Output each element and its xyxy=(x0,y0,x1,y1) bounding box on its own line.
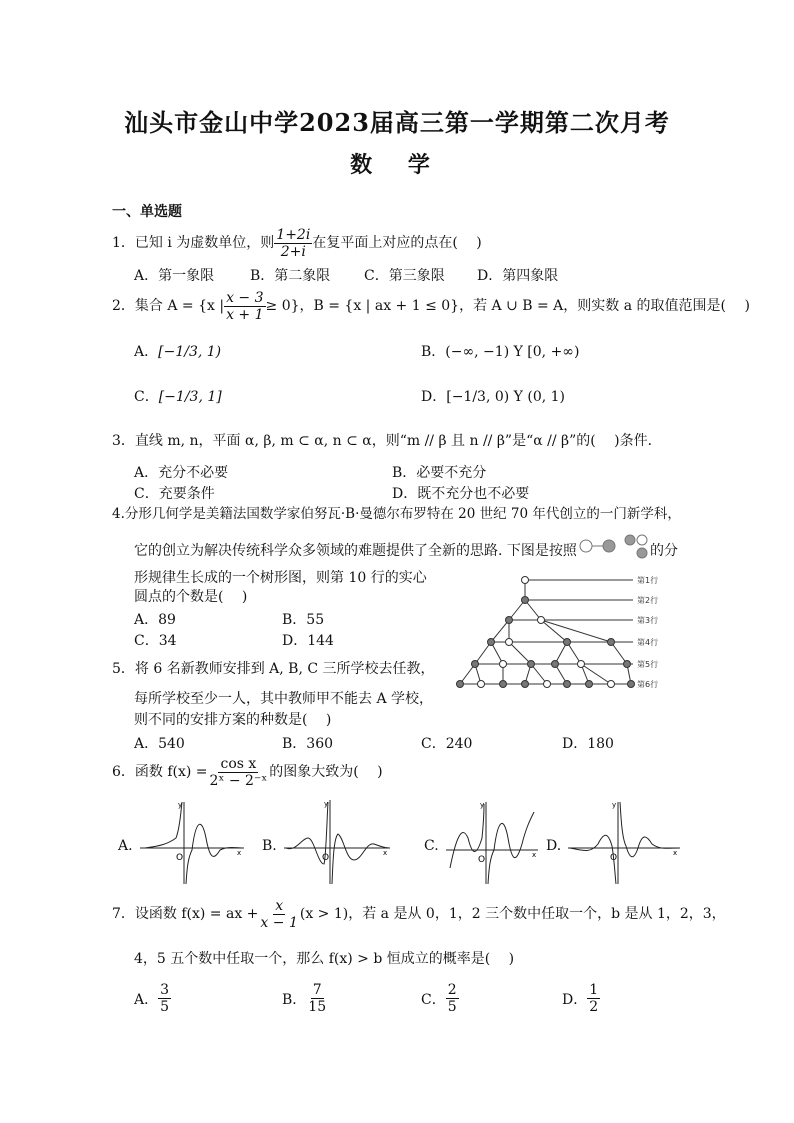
q6-frac-den: 2ˣ − 2⁻ˣ xyxy=(209,772,268,789)
q6-fraction xyxy=(208,756,270,789)
q6-graph-label-c: C. xyxy=(424,838,439,854)
q7-prefix: 7．设函数 f(x) = ax + xyxy=(112,906,259,922)
q7-option-c-label: C． xyxy=(421,991,446,1008)
tree-nodes xyxy=(457,577,635,688)
q6-prefix: 6．函数 f(x) = xyxy=(112,764,208,780)
graph-b-x-label: x xyxy=(383,849,388,857)
fractal-tree-figure xyxy=(455,570,687,695)
q7-option-d xyxy=(562,982,600,1015)
q1-prefix: 1．已知 i 为虚数单位，则 xyxy=(112,235,275,251)
q5-option-b: B．360 xyxy=(282,736,334,752)
q6-graph-a xyxy=(140,798,250,886)
q4-option-d: D．144 xyxy=(282,633,334,649)
q4-option-a: A．89 xyxy=(134,612,176,628)
q2-option-d xyxy=(421,386,565,406)
q7-option-b-num: 7 xyxy=(312,982,322,998)
question-7-stem xyxy=(112,896,726,932)
q3-option-c: C．充要条件 xyxy=(134,486,215,502)
row-label-6: 第6行 xyxy=(637,680,659,689)
q7-option-a xyxy=(134,982,171,1015)
graph-d-x-label: x xyxy=(673,849,678,857)
q2-option-c xyxy=(134,386,222,406)
q2-option-b xyxy=(421,341,579,361)
q7-option-a-num: 3 xyxy=(160,982,170,998)
q6-graph-label-a: A. xyxy=(118,838,133,854)
q1-frac-num: 1+2i xyxy=(276,226,311,243)
q2-option-a xyxy=(134,341,221,361)
q2-prefix: 2．集合 A = {x | xyxy=(112,298,225,314)
q3-option-d: D．既不充分也不必要 xyxy=(392,486,530,502)
question-4-line-2: 它的创立为解决传统科学众多领域的难题提供了全新的思路. 下图是按照 xyxy=(134,543,577,559)
graph-b-origin: O xyxy=(322,853,330,863)
q7-option-d-label: D． xyxy=(562,991,588,1008)
q7-fraction xyxy=(258,898,299,931)
graph-a-curve-left xyxy=(145,802,182,848)
q2-option-b-value: (−∞, −1) Y [0, +∞) xyxy=(445,344,580,360)
row-label-3: 第3行 xyxy=(637,616,659,625)
q7-option-d-frac xyxy=(587,982,600,1015)
q7-option-c-frac xyxy=(446,982,459,1015)
subject-title: 数 学 xyxy=(350,152,444,178)
q7-option-a-den: 5 xyxy=(160,999,170,1015)
q2-fraction xyxy=(224,290,265,323)
tree-row-lines xyxy=(460,580,633,684)
row-label-1: 第1行 xyxy=(637,576,659,585)
q5-option-c: C．240 xyxy=(421,736,473,752)
rule-solid-dot xyxy=(603,540,615,552)
q1-suffix: 在复平面上对应的点在( ) xyxy=(312,235,482,251)
fractal-rule-icon xyxy=(578,534,650,560)
graph-c-y-label: y xyxy=(480,801,485,809)
q5-option-a: A．540 xyxy=(134,736,185,752)
q2-option-a-value: [−1/3, 1) xyxy=(158,344,222,360)
graph-b-y-label: y xyxy=(324,800,329,808)
graph-d-origin: O xyxy=(610,853,618,863)
question-4-line-2-end: 的分 xyxy=(650,543,678,559)
rule-branch-dot-3 xyxy=(637,548,647,558)
q6-graph-c xyxy=(446,798,542,886)
q2-option-c-label: C． xyxy=(134,389,159,405)
graph-a-origin: O xyxy=(176,853,184,863)
q3-option-a: A．充分不必要 xyxy=(134,465,229,481)
q1-option-b: B．第二象限 xyxy=(250,268,331,284)
q7-option-c-den: 5 xyxy=(447,999,457,1015)
q7-option-b-label: B． xyxy=(282,991,307,1008)
q7-option-c xyxy=(421,982,459,1015)
graph-d-y-label: y xyxy=(612,801,617,809)
q6-graph-label-b: B. xyxy=(262,838,277,854)
graph-c-x-label: x xyxy=(532,851,537,859)
q5-option-d: D．180 xyxy=(562,736,614,752)
q6-suffix: 的图象大致为( ) xyxy=(269,764,383,780)
question-2-stem xyxy=(112,288,750,324)
q6-graph-d xyxy=(568,798,684,886)
q2-frac-den: x + 1 xyxy=(226,306,264,323)
question-4-line-4: 圆点的个数是( ) xyxy=(134,589,248,605)
q2-frac-num: x − 3 xyxy=(226,289,264,306)
row-label-2: 第2行 xyxy=(637,596,659,605)
q2-option-d-label: D． xyxy=(421,389,447,405)
graph-c-origin: O xyxy=(478,855,486,865)
question-4-line-3: 形规律生长成的一个树形图，则第 10 行的实心 xyxy=(134,570,427,586)
rule-branch-dot-1 xyxy=(625,535,635,545)
q2-option-a-label: A． xyxy=(134,344,159,360)
question-5-line-2: 每所学校至少一人，其中教师甲不能去 A 学校， xyxy=(134,691,434,707)
graph-a-y-label: y xyxy=(178,801,183,809)
q7-option-b xyxy=(282,982,328,1015)
rule-hollow-dot xyxy=(580,540,592,552)
q4-option-b: B．55 xyxy=(282,612,325,628)
q1-option-a: A．第一象限 xyxy=(134,268,215,284)
q3-option-b: B．必要不充分 xyxy=(392,465,487,481)
question-1-stem xyxy=(112,226,482,260)
question-5-line-1: 5．将 6 名新教师安排到 A, B, C 三所学校去任教， xyxy=(112,661,435,677)
q7-mid: (x > 1)，若 a 是从 0，1，2 三个数中任取一个，b 是从 1，2，3， xyxy=(299,906,726,922)
q7-frac-den: x − 1 xyxy=(260,914,298,931)
q1-frac-den: 2+i xyxy=(280,243,306,260)
question-3-stem: 3．直线 m, n，平面 α, β, m ⊂ α, n ⊂ α，则“m // β 且 n // β”是“α // β”的( )条件． xyxy=(112,433,662,449)
q1-fraction xyxy=(274,227,312,260)
q1-option-d: D．第四象限 xyxy=(477,268,559,284)
graph-a-x-label: x xyxy=(237,849,242,857)
q7-option-a-label: A． xyxy=(134,991,159,1008)
q7-option-b-den: 15 xyxy=(308,999,327,1015)
rule-branch-dot-2 xyxy=(637,535,647,545)
graph-d-curve-right xyxy=(620,802,680,857)
graph-a-curve-right xyxy=(186,824,244,884)
question-4-line-1: 4.分形几何学是美籍法国数学家伯努瓦·B·曼德尔布罗特在 20 世纪 70 年代创立的一门新学科， xyxy=(112,506,681,522)
q7-option-d-den: 2 xyxy=(589,999,599,1015)
graph-b-curve-right xyxy=(332,834,390,884)
q4-option-c: C．34 xyxy=(134,633,177,649)
q2-option-c-value: [−1/3, 1] xyxy=(158,389,222,405)
row-label-5: 第5行 xyxy=(637,660,659,669)
q7-option-d-num: 1 xyxy=(589,982,599,998)
q6-graph-b xyxy=(284,798,396,886)
q2-option-d-value: [−1/3, 0) Y (0, 1) xyxy=(446,389,566,405)
q6-graph-label-d: D. xyxy=(546,838,562,854)
q1-option-c: C．第三象限 xyxy=(364,268,445,284)
row-label-4: 第4行 xyxy=(637,638,659,647)
exam-title: 汕头市金山中学2023届高三第一学期第二次月考 xyxy=(124,108,670,137)
q2-mid: ≥ 0}，B = {x | ax + 1 ≤ 0}，若 A ∪ B = A，则实数 a 的取值范围是( ) xyxy=(265,298,750,314)
question-6-stem xyxy=(112,754,383,790)
q2-option-b-label: B． xyxy=(421,344,446,360)
question-7-line-2: 4，5 五个数中任取一个，那么 f(x) > b 恒成立的概率是( ) xyxy=(134,951,515,967)
graph-c-curve-right xyxy=(488,812,537,884)
section-heading: 一、单选题 xyxy=(112,204,182,220)
q7-option-a-frac xyxy=(158,982,171,1015)
q7-option-b-frac xyxy=(306,982,328,1015)
q7-option-c-num: 2 xyxy=(447,982,457,998)
q7-frac-num: x xyxy=(275,897,284,914)
q6-frac-num: cos x xyxy=(220,755,257,772)
question-5-line-3: 则不同的安排方案的种数是( ) xyxy=(134,712,332,728)
